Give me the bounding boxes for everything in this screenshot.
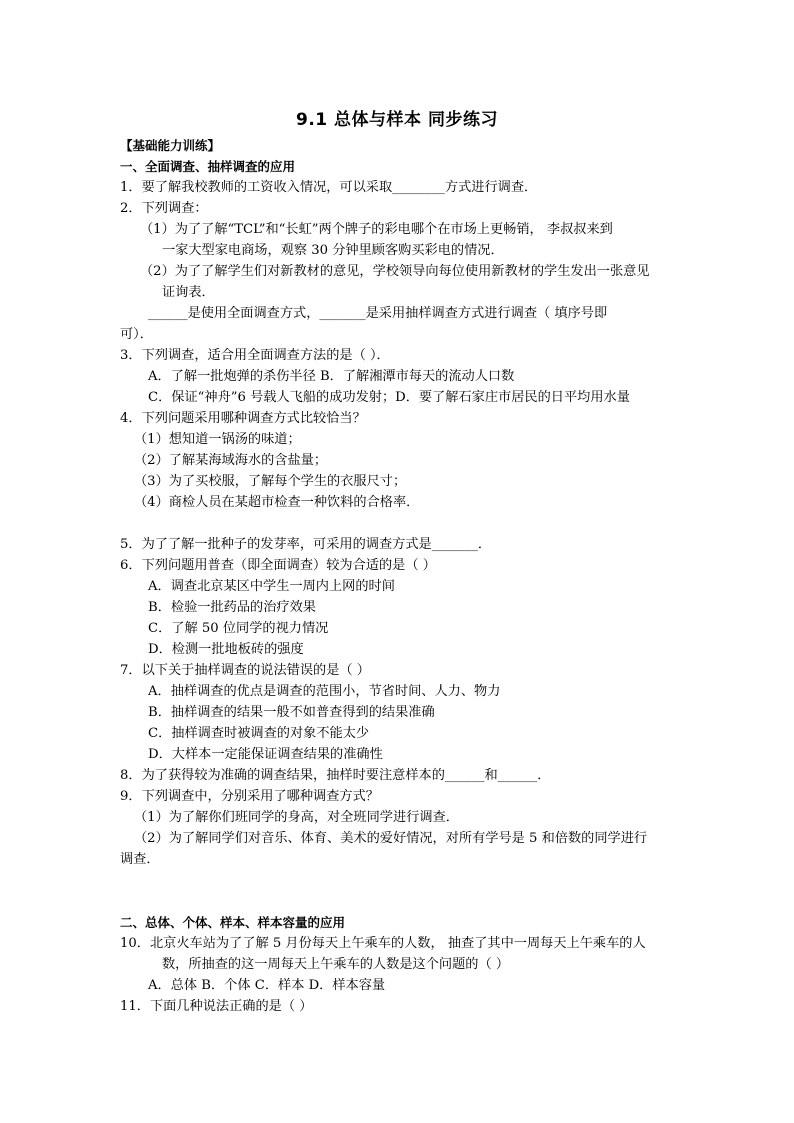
question-2-fill-cont: 可）．: [120, 327, 153, 342]
question-7-option-d: D．大样本一定能保证调查结果的准确性: [148, 747, 383, 762]
section-heading-2: 二、总体、个体、样本、样本容量的应用: [120, 915, 346, 930]
question-6: 6．下列问题用普查（即全面调查）较为合适的是（ ）: [120, 558, 436, 573]
question-9-item-2-cont: 调查．: [120, 852, 160, 867]
question-6-option-d: D．检测一批地板砖的强度: [148, 642, 304, 657]
question-2-fill: ______是使用全面调查方式，_______是采用抽样调查方式进行调查（ 填序号即: [148, 306, 608, 321]
question-4-item-4: （4）商检人员在某超市检查一种饮料的合格率．: [134, 495, 420, 510]
question-7-option-a: A．抽样调查的优点是调查的范围小，节省时间、人力、物力: [148, 684, 501, 699]
question-7-option-b: B．抽样调查的结果一般不如普查得到的结果准确: [148, 705, 435, 720]
question-1: 1．要了解我校教师的工资收入情况，可以采取________方式进行调查．: [120, 180, 538, 195]
question-6-option-b: B．检验一批药品的治疗效果: [148, 600, 316, 615]
question-10-options: A．总体 B．个体 C．样本 D．样本容量: [148, 978, 386, 993]
question-2-item-2-cont: 证询表．: [162, 285, 215, 300]
question-3-options-cd: C．保证“神舟”6 号载人飞船的成功发射；D．要了解石家庄市居民的日平均用水量: [148, 390, 630, 405]
question-5: 5．为了了解一批种子的发芽率，可采用的调查方式是_______．: [120, 537, 492, 552]
question-2-item-1-cont: 一家大型家电商场，观察 30 分钟里顾客购买彩电的情况．: [162, 243, 504, 258]
question-10: 10．北京火车站为了了解 5 月份每天上午乘车的人数， 抽查了其中一周每天上午乘车的人: [120, 936, 646, 951]
question-4: 4．下列问题采用哪种调查方式比较恰当？: [120, 411, 366, 426]
question-9-item-1: （1）为了解你们班同学的身高，对全班同学进行调查．: [134, 810, 459, 825]
question-11: 11．下面几种说法正确的是（ ）: [120, 999, 313, 1014]
question-2: 2．下列调查：: [120, 201, 208, 216]
question-2-item-2: （2）为了了解学生们对新教材的意见，学校领导向每位使用新教材的学生发出一张意见: [140, 264, 650, 279]
section-heading: 一、全面调查、抽样调查的应用: [120, 159, 296, 174]
question-4-item-2: （2）了解某海域海水的含盐量；: [134, 453, 328, 468]
question-3-options-ab: A．了解一批炮弹的杀伤半径 B．了解湘潭市每天的流动人口数: [148, 369, 515, 384]
question-10-cont: 数，所抽查的这一周每天上午乘车的人数是这个问题的（ ）: [162, 957, 510, 972]
question-7-option-c: C．抽样调查时被调查的对象不能太少: [148, 726, 370, 741]
question-3: 3．下列调查，适合用全面调查方法的是（ ）．: [120, 348, 390, 363]
question-9-item-2: （2）为了解同学们对音乐、体育、美术的爱好情况，对所有学号是 5 和倍数的同学进行: [134, 831, 648, 846]
question-4-item-3: （3）为了买校服，了解每个学生的衣服尺寸；: [134, 474, 407, 489]
spacer: [120, 870, 680, 912]
spacer: [120, 513, 680, 534]
page-title: 9.1 总体与样本 同步练习: [296, 110, 498, 130]
question-4-item-1: （1）想知道一锅汤的味道；: [134, 432, 301, 447]
question-9: 9．下列调查中，分别采用了哪种调查方式？: [120, 789, 379, 804]
section-label: 【基础能力训练】: [120, 138, 221, 153]
question-6-option-a: A．调查北京某区中学生一周内上网的时间: [148, 579, 395, 594]
question-8: 8．为了获得较为准确的调查结果，抽样时要注意样本的______和______．: [120, 768, 551, 783]
document-body: [120, 135, 680, 1017]
question-2-item-1: （1）为了了解“TCL”和“长虹”两个牌子的彩电哪个在市场上更畅销， 李叔叔来到: [140, 222, 613, 237]
question-6-option-c: C．了解 50 位同学的视力情况: [148, 621, 329, 636]
question-7: 7．以下关于抽样调查的说法错误的是（ ）: [120, 663, 370, 678]
